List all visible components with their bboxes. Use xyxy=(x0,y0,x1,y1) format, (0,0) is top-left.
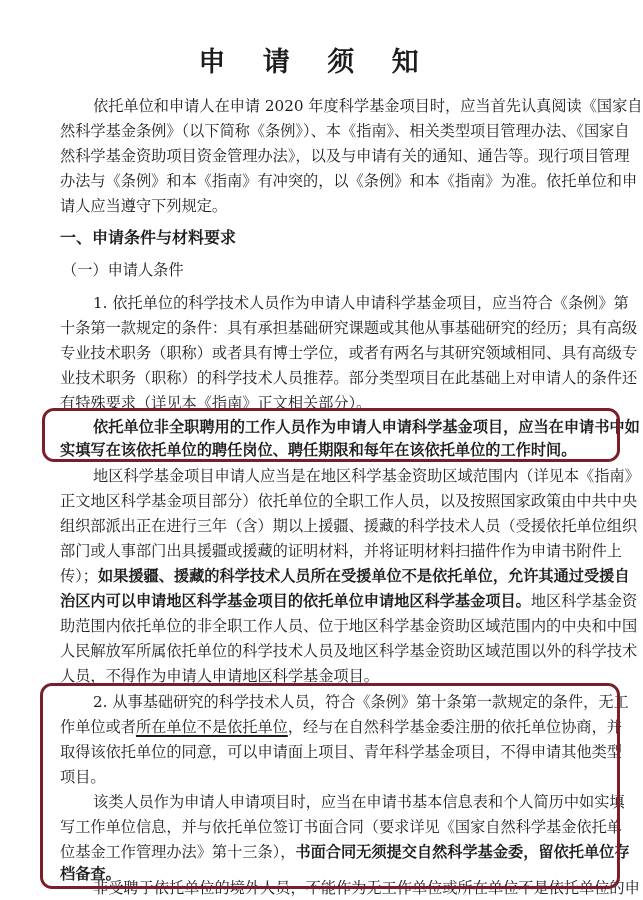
intro-line: 然科学基金资助项目资金管理办法》，以及与申请有关的通知、通告等。现行项目管理 xyxy=(60,147,630,165)
item2-para2-line: 写工作单位信息，并与依托单位签订书面合同（要求详见《国家自然科学基金依托单 xyxy=(60,818,622,836)
intro-line: 办法与《条例》和本《指南》有冲突的，以《条例》和本《指南》为准。依托单位和申 xyxy=(60,172,638,190)
item1-bold-line: 依托单位非全职聘用的工作人员作为申请人申请科学基金项目，应当在申请书中如 xyxy=(93,418,640,436)
item1-bold-line: 实填写在该依托单位的聘任岗位、聘任期限和每年在该依托单位的工作时间。 xyxy=(60,441,577,459)
item2-para2-line xyxy=(60,842,630,862)
final-line: 非受聘于依托单位的境外人员，不能作为无工作单位或所在单位不是依托单位的申 xyxy=(93,879,640,897)
item2-line: 2. 从事基础研究的科学技术人员，符合《条例》第十条第一款规定的条件，无工 xyxy=(93,693,629,711)
item1-line: 1. 依托单位的科学技术人员作为申请人申请科学基金项目，应当符合《条例》第 xyxy=(93,294,629,312)
intro-line: 依托单位和申请人在申请 2020 年度科学基金项目时，应当首先认真阅读《国家自 xyxy=(93,97,643,115)
item1-line: 十条第一款规定的条件：具有承担基础研究课题或其他从事基础研究的经历；具有高级 xyxy=(60,319,638,337)
item2-bold-line: 档备查。 xyxy=(60,865,121,883)
item2-text: 位基金工作管理办法》第十三条）， xyxy=(60,843,296,861)
regional-line: 人民解放军所属依托单位的科学技术人员及地区科学基金资助区域范围以外的科学技术 xyxy=(60,642,638,660)
regional-bold-text: 如果援疆、援藏的科学技术人员所在受援单位不是依托单位，允许其通过受援自 xyxy=(97,567,630,585)
subsection-heading: （一）申请人条件 xyxy=(62,261,184,279)
intro-line: 请人应当遵守下列规定。 xyxy=(60,197,228,215)
section-heading: 一、申请条件与材料要求 xyxy=(60,228,237,247)
item2-text: ，经与在自然科学基金委注册的依托单位协商，并 xyxy=(287,718,622,736)
regional-mixed-line xyxy=(60,566,630,586)
item2-para2-line: 该类人员作为申请人申请项目时，应当在申请书基本信息表和个人简历中如实填 xyxy=(93,793,625,811)
regional-mixed-line xyxy=(60,591,638,611)
regional-bold-text: 治区内可以申请地区科学基金项目的依托单位申请地区科学基金项目。 xyxy=(60,592,531,610)
item2-bold-text: 书面合同无须提交自然科学基金委，留依托单位存 xyxy=(295,843,630,861)
intro-line: 然科学基金条例》（以下简称《条例》）、本《指南》、相关类型项目管理办法、《国家自 xyxy=(60,122,630,140)
regional-text: 传）； xyxy=(60,567,98,585)
regional-line: 部门或人事部门出具援疆或援藏的证明材料，并将证明材料扫描件作为申请书附件上 xyxy=(60,542,622,560)
item2-line xyxy=(60,717,620,737)
item2-text: 作单位或者 xyxy=(60,718,136,736)
regional-text: 地区科学基金资 xyxy=(530,592,638,610)
item1-line: 有特殊要求（详见本《指南》正文相关部分）。 xyxy=(60,394,372,412)
regional-line: 组织部派出正在进行三年（含）期以上援疆、援藏的科学技术人员（受援依托单位组织 xyxy=(60,517,638,535)
item1-line: 业技术职务（职称）的科学技术人员推荐。部分类型项目在此基础上对申请人的条件还 xyxy=(60,369,638,387)
regional-line: 助范围内依托单位的非全职工作人员、位于地区科学基金资助区域范围内的中央和中国 xyxy=(60,617,638,635)
regional-line: 人员，不得作为申请人申请地区科学基金项目。 xyxy=(60,667,379,685)
regional-line: 正文地区科学基金项目部分）依托单位的全职工作人员，以及按照国家政策由中共中央 xyxy=(60,492,638,510)
item1-line: 专业技术职务（职称）或者具有博士学位，或者有两名与其研究领域相同、具有高级专 xyxy=(60,344,638,362)
item2-line: 取得该依托单位的同意，可以申请面上项目、青年科学基金项目，不得申请其他类型 xyxy=(60,743,622,761)
item2-underlined-text: 所在单位不是依托单位 xyxy=(135,718,288,736)
page-title: 申 请 须 知 xyxy=(198,47,433,78)
item2-line: 项目。 xyxy=(60,768,106,786)
regional-line: 地区科学基金项目申请人应当是在地区科学基金资助区域范围内（详见本《指南》 xyxy=(93,467,640,485)
